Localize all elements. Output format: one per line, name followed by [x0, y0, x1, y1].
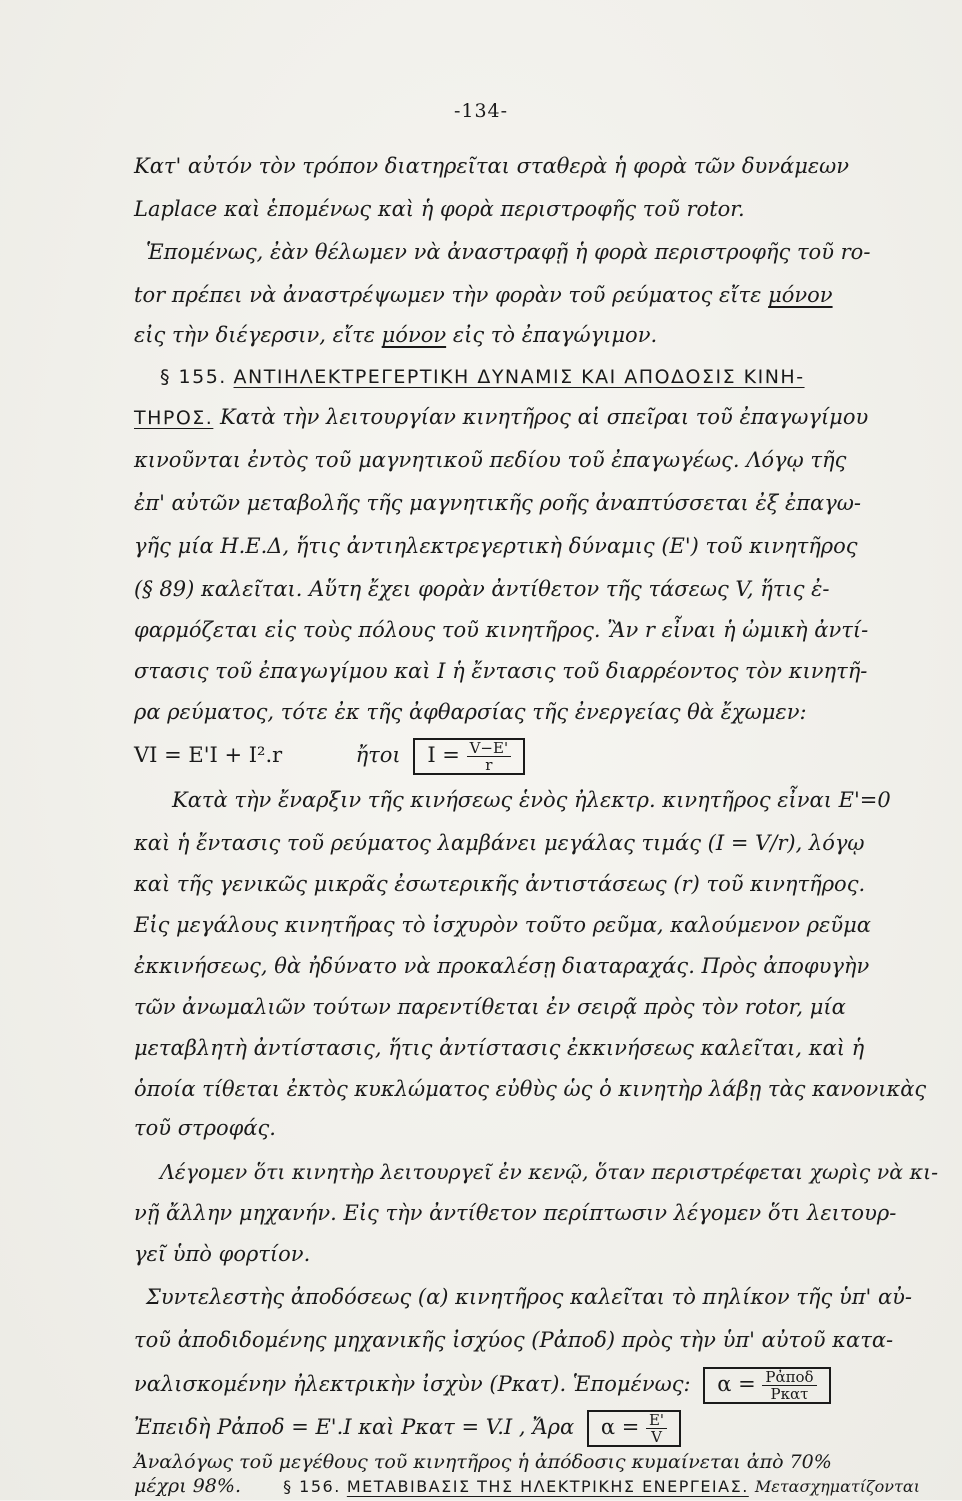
text-line — [134, 281, 833, 309]
section-number: § 156. — [283, 1477, 341, 1496]
text-fragment: tor πρέπει νὰ ἀναστρέψωμεν τὴν φορὰν τοῦ ρεύματος εἴτε — [134, 283, 762, 307]
equation-energy: VI = E'I + I².r — [134, 743, 283, 767]
section-heading — [160, 362, 805, 391]
text-line: τοῦ ἀποδιδομένης μηχανικῆς ἰσχύος (Pἀποδ) πρὸς τὴν ὑπ' αὐτοῦ κατα- — [134, 1328, 894, 1352]
fraction-numerator: V−E' — [467, 740, 511, 757]
section-number: § 155. — [160, 366, 227, 388]
text-line — [134, 1472, 920, 1501]
text-line: (§ 89) καλεῖται. Αὕτη ἔχει φορὰν ἀντίθετον τῆς τάσεως V, ἥτις ἐ- — [134, 577, 830, 601]
text-fragment: εἰς τὴν διέγερσιν, εἴτε — [134, 323, 375, 347]
text-line: γῆς μία Η.Ε.Δ, ἥτις ἀντιηλεκτρεγερτικὴ δύναμις (Ε') τοῦ κινητῆρος — [134, 534, 858, 558]
text-line: ἐπ' αὐτῶν μεταβολῆς τῆς μαγνητικῆς ροῆς ἀναπτύσσεται ἐξ ἐπαγω- — [134, 491, 861, 515]
text-line: Ἑπομένως, ἐὰν θέλωμεν νὰ ἀναστραφῇ ἡ φορὰ περιστροφῆς τοῦ ro- — [146, 240, 871, 264]
equation-lhs: α = — [717, 1372, 756, 1396]
text-line: Κατ' αὐτόν τὸν τρόπον διατηρεῖται σταθερὰ ἡ φορὰ τῶν δυνάμεων — [134, 154, 849, 178]
section-title: ΜΕΤΑΒΙΒΑΣΙΣ ΤΗΣ ΗΛΕΚΤΡΙΚΗΣ ΕΝΕΡΓΕΙΑΣ. — [346, 1477, 749, 1496]
fraction-denominator: r — [485, 756, 493, 774]
fraction-numerator: Pἀποδ — [762, 1369, 816, 1386]
text-line: ρα ρεύματος, τότε ἐκ τῆς ἀφθαρσίας τῆς ἐνεργείας θὰ ἔχωμεν: — [134, 700, 807, 724]
equation-line — [134, 1410, 681, 1447]
equation-ratio-box — [587, 1410, 681, 1447]
text-fragment: εἰς τὸ ἐπαγώγιμον. — [452, 323, 658, 347]
emphasis-word: μόνον — [381, 323, 447, 347]
fraction-denominator: V — [651, 1428, 662, 1446]
text-line: κινοῦνται ἐντὸς τοῦ μαγνητικοῦ πεδίου τοῦ ἐπαγωγέως. Λόγῳ τῆς — [134, 448, 847, 472]
text-fragment: ναλισκομένην ἠλεκτρικὴν ἰσχὺν (Pκατ). Ἑπομένως: — [134, 1372, 691, 1396]
fraction-numerator: E' — [646, 1412, 667, 1429]
equation-current-box — [413, 738, 525, 775]
text-line: ἐκκινήσεως, θὰ ἠδύνατο νὰ προκαλέσῃ διαταραχάς. Πρὸς ἀποφυγὴν — [134, 954, 870, 978]
text-line: στασις τοῦ ἐπαγωγίμου καὶ I ἡ ἔντασις τοῦ διαρρέοντος τὸν κινητῆ- — [134, 659, 868, 683]
text-fragment: Ἐπειδὴ Pἀποδ = E'.I καὶ Pκατ = V.I , Ἄρα — [134, 1415, 575, 1439]
text-line — [134, 403, 868, 432]
text-line: Laplace καὶ ἑπομένως καὶ ἡ φορὰ περιστροφῆς τοῦ rotor. — [134, 197, 745, 221]
fraction-denominator: Pκατ — [770, 1385, 809, 1403]
text-line: Συντελεστὴς ἀποδόσεως (α) κινητῆρος καλεῖται τὸ πηλίκον τῆς ὑπ' αὐ- — [146, 1285, 912, 1309]
text-line: Λέγομεν ὅτι κινητὴρ λειτουργεῖ ἐν κενῷ, ὅταν περιστρέφεται χωρὶς νὰ κι- — [160, 1160, 939, 1184]
text-line: Κατὰ τὴν ἔναρξιν τῆς κινήσεως ἑνὸς ἠλεκτρ. κινητῆρος εἶναι E'=0 — [172, 788, 891, 812]
equation-lhs: I = — [427, 743, 460, 767]
text-fragment: Κατὰ τὴν λειτουργίαν κινητῆρος αἱ σπεῖραι τοῦ ἐπαγωγίμου — [220, 405, 869, 429]
fraction — [467, 740, 511, 773]
text-line: γεῖ ὑπὸ φορτίον. — [134, 1242, 311, 1266]
page-number: -134- — [453, 100, 509, 122]
fraction — [646, 1412, 667, 1445]
emphasis-word: μόνον — [768, 283, 833, 307]
fraction — [762, 1369, 816, 1402]
text-line — [134, 1367, 831, 1404]
section-title-cont: ΤΗΡΟΣ. — [134, 407, 214, 429]
text-line: τοῦ στροφάς. — [134, 1116, 276, 1140]
text-line — [134, 321, 657, 349]
text-line: Ἀναλόγως τοῦ μεγέθους τοῦ κινητῆρος ἡ ἀπόδοσις κυμαίνεται ἀπὸ 70% — [134, 1451, 832, 1473]
equation-efficiency-box — [703, 1367, 830, 1404]
text-line: μεταβλητὴ ἀντίστασις, ἥτις ἀντίστασις ἐκκινήσεως καλεῖται, καὶ ἡ — [134, 1036, 865, 1060]
equation-lhs: α = — [600, 1415, 640, 1439]
text-fragment: μέχρι 98%. — [134, 1475, 241, 1497]
text-line: φαρμόζεται εἰς τοὺς πόλους τοῦ κινητῆρος. Ἂν r εἶναι ἡ ὠμικὴ ἀντί- — [134, 618, 869, 642]
section-title: ΑΝΤΙΗΛΕΚΤΡΕΓΕΡΤΙΚΗ ΔΥΝΑΜΙΣ ΚΑΙ ΑΠΟΔΟΣΙΣ ΚΙΝΗ- — [233, 366, 805, 388]
text-line: ὁποία τίθεται ἐκτὸς κυκλώματος εὐθὺς ὡς ὁ κινητὴρ λάβῃ τὰς κανονικὰς — [134, 1077, 927, 1101]
text-fragment: ἤτοι — [355, 743, 401, 767]
text-line: τῶν ἀνωμαλιῶν τούτων παρεντίθεται ἐν σειρᾷ πρὸς τὸν rotor, μία — [134, 995, 846, 1019]
text-line: νῇ ἄλλην μηχανήν. Εἰς τὴν ἀντίθετον περίπτωσιν λέγομεν ὅτι λειτουρ- — [134, 1201, 897, 1225]
text-fragment: Μετασχηματίζονται — [754, 1477, 920, 1496]
text-line: καὶ ἡ ἔντασις τοῦ ρεύματος λαμβάνει μεγάλας τιμάς (I = V/r), λόγῳ — [134, 831, 865, 855]
text-line: καὶ τῆς γενικῶς μικρᾶς ἐσωτερικῆς ἀντιστάσεως (r) τοῦ κινητῆρος. — [134, 872, 866, 896]
equation-line — [134, 738, 525, 775]
text-line: Εἰς μεγάλους κινητῆρας τὸ ἰσχυρὸν τοῦτο ρεῦμα, καλούμενον ρεῦμα — [134, 913, 871, 937]
